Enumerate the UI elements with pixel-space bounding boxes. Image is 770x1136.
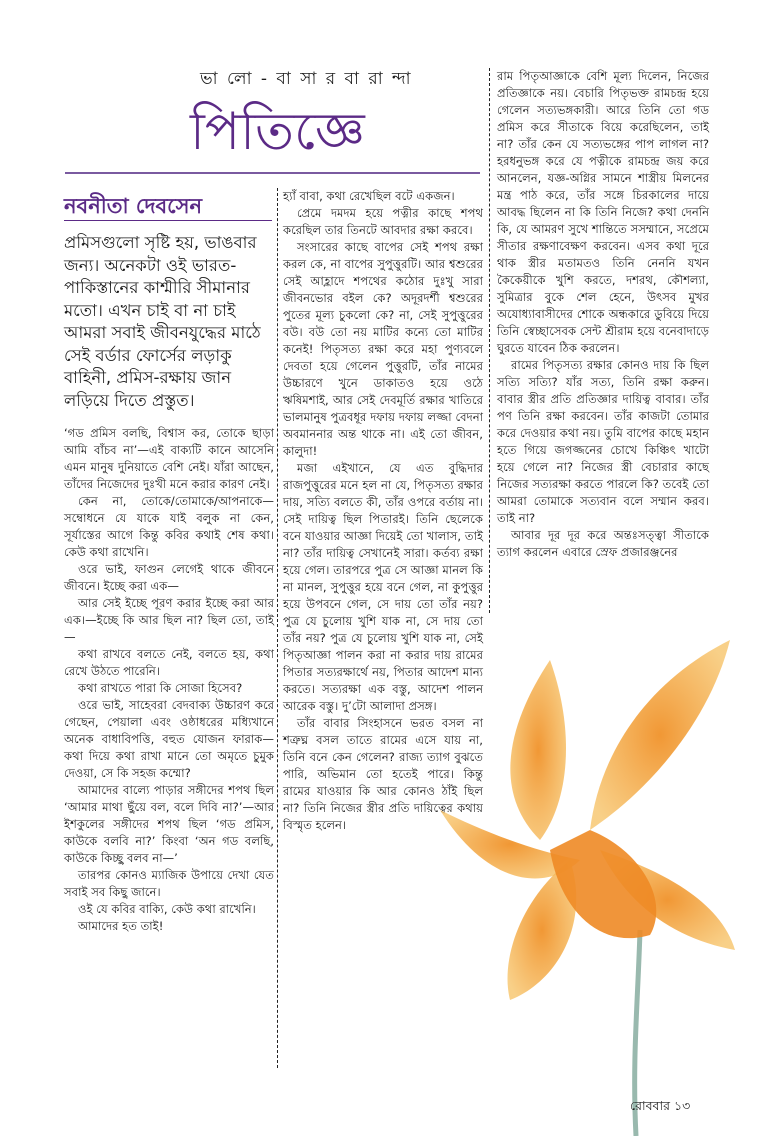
flower-petal: [510, 660, 566, 840]
body-column-1: [64, 425, 274, 935]
section-title: ভা লো - বা সা র বা রা ন্দা: [200, 69, 413, 89]
body-column-3: [497, 68, 709, 561]
author-divider: [64, 220, 272, 221]
column-divider: [489, 68, 490, 613]
lead-paragraph: প্রমিসগুলো সৃষ্টি হয়, ভাঙবার জন্য। অনেকটা ওই ভারত-পাকিস্তানের কাশ্মীরি সীমানার মতো। এখন চাই বা না চাই আমরা সবাই জীবনযুদ্ধের মাঠে সেই বর্ডার ফোর্সের লড়াকু বাহিনী, প্রমিস-রক্ষায় জান লড়িয়ে দিতে প্রস্তুত।: [64, 233, 261, 410]
paragraph: আর সেই ইচ্ছে পূরণ করার ইচ্ছে করা আর এক।—ইচ্ছে কি আর ছিল না? ছিল তো, তাই—: [64, 596, 274, 644]
paragraph: হ্যাঁ বাবা, কথা রেখেছিল বটে একজন।: [283, 189, 455, 203]
paragraph: মজা এইখানে, যে এত বুদ্ধিদার রাজপুত্তুরের মনে হল না যে, পিতৃসত্য রক্ষার দায়, সত্যি বলতে কী, তাঁর ওপরে বর্তায় না। সেই দায়িত্ব ছিল পিতারই। তিনি ছেলেকে বনে যাওয়ার আজ্ঞা দিয়েই তো খালাস, তাই না? তাঁর দায়িত্ব সেখানেই সারা। কর্তব্য রক্ষা হয়ে গেল। তারপরে পুত্র সে আজ্ঞা মানল কি না মানল, সুপুত্তুর হয়ে বনে গেল, না কুপুত্তুর হয়ে উপবনে গেল, সে দায় তো তাঁর নয়? পুত্র যে চুলোয় খুশি যাক না, সে দায় তো তাঁর নয়? পুত্র যে চুলোয় খুশি যাক না, সেই পিতৃআজ্ঞা পালন করা না করার দায় রামের পিতার সত্যরক্ষার্থে নয়, পিতার আদেশ মান্য করতে। সত্যরক্ষা এক বস্তু, আদেশ পালন আরেক বস্তু। দু’টো আলাদা প্রসঙ্গ।: [283, 461, 483, 713]
flower-petal: [590, 640, 730, 830]
page-footer: রোববার ১৩: [630, 1098, 691, 1113]
paragraph: রাম পিতৃআজ্ঞাকে বেশি মূল্য দিলেন, নিজের প্রতিজ্ঞাকে নয়। বেচারি পিতৃভক্ত রামচন্দ্র হয়ে গেলেন সত্যভঙ্গকারী। আরে তিনি তো গড প্রমিস করে সীতাকে বিয়ে করেছিলেন, তাই না? তাঁর কেন যে সত্যভঙ্গের পাপ লাগল না? হরধনুভঙ্গ করে যে পত্নীকে রামচন্দ্র জয় করে আনলেন, যজ্ঞ-অগ্নির সামনে শাস্ত্রীয় মিলনের মন্ত্র পাঠ করে, তাঁর সঙ্গে চিরকালের দায়ে আবদ্ধ ছিলেন না কি তিনি নিজে? কথা দেননি কি, যে আমরণ সুখে শান্তিতে সসম্মানে, সপ্রেমে সীতার রক্ষণাবেক্ষণ করবেন। এসব কথা দূরে থাক স্ত্রীর মতামতও তিনি নেননি যখন কৈকেয়ীকে খুশি করতে, দশরথ, কৌশল্যা, সুমিত্রার বুকে শেল হেনে, উৎসব মুখর অযোধ্যাবাসীদের শোকে অন্ধকারে ডুবিয়ে দিয়ে তিনি স্বেচ্ছাসেবক সেন্ট শ্রীরাম হয়ে বনেবাদাড়ে ঘুরতে যাবেন ঠিক করলেন।: [497, 69, 709, 355]
title-divider: [65, 172, 480, 174]
paragraph: রামের পিতৃসত্য রক্ষার কোনও দায় কি ছিল সত্যি সত্যি? যাঁর সত্য, তিনি রক্ষা করুন। বাবার স্ত্রীর প্রতি প্রতিজ্ঞার দায়িত্ব বাবার। তাঁর পণ তিনি রক্ষা করবেন। তাঁর কাজটা তোমার করে দেওয়ার কথা নয়। তুমি বাপের কাছে মহান হতে গিয়ে জগজ্জনের চোখে কিঞ্চিৎ খাটো হয়ে গেলে না? নিজের স্ত্রী বেচারার কাছে নিজের সত্যরক্ষা করতে পারলে কি? তবেই তো আমরা তোমাকে সত্যবান বলে সম্মান করব। তাই না?: [497, 358, 709, 525]
author-name: নবনীতা দেবসেন: [64, 194, 203, 218]
paragraph: কথা রাখবে বলতে নেই, বলতে হয়, কথা রেখে উঠতে পারেনি।: [64, 647, 274, 678]
paragraph: ওই যে কবির বাক্যি, কেউ কথা রাখেনি।: [78, 902, 256, 916]
paragraph: তাঁর বাবার সিংহাসনে ভরত বসল না শত্রুঘ্ন বসল তাতে রামের এসে যায় না, তিনি বনে কেন গেলেন? রাজ্য ত্যাগ বুঝতে পারি, অভিমান তো হতেই পারে। কিন্তু রামের যাওয়ার কি আর কোনও ঠাঁই ছিল না? তিনি নিজের স্ত্রীর প্রতি দায়িত্বের কথায় বিস্মৃত হলেন।: [283, 716, 483, 832]
paragraph: ওরে ভাই, ফাগুন লেগেই থাকে জীবনে জীবনে। ইচ্ছে করা এক—: [64, 562, 274, 593]
paragraph: আমাদের বাল্যে পাড়ার সঙ্গীদের শপথ ছিল ‘আমার মাথা ছুঁয়ে বল, বলে দিবি না?’—আর ইশকুলের সঙ্গীদের শপথ ছিল ‘গড প্রমিস, কাউকে বলবি না?’ কিংবা ‘অন গড বলছি, কাউকে কিচ্ছু বলব না—’: [64, 783, 274, 865]
paragraph: আমাদের হত তাই!: [78, 919, 164, 933]
paragraph: ওরে ভাই, সাহেবরা বেদবাক্য উচ্চারণ করে গেছেন, পেয়ালা এবং ওষ্ঠাধরের মধ্যিখানে অনেক বাধাবিপত্তি, বহুত যোজন ফারাক—কথা দিয়ে কথা রাখা মানে তো অমৃতে চুমুক দেওয়া, সে কি সহজ কম্মো?: [64, 698, 274, 780]
column-divider: [277, 188, 278, 1068]
paragraph: কেন না, তোকে/তোমাকে/আপনাকে—সম্বোধনে যে যাকে যাই বলুক না কেন, সূর্যাস্তের আগে কিন্তু কবির কথাই শেষ কথা। কেউ কথা রাখেনি।: [64, 494, 274, 559]
paragraph: সংসারের কাছে বাপের সেই শপথ রক্ষা করল কে, না বাপের সুপুত্তুরটি। আর শ্বশুরের সেই আহ্লাদে শপথের কঠোর দুঃখু সারা জীবনভোর বইল কে? অদূরদর্শী শ্বশুরের পুতের মূল্য চুকলো কে? না, সেই সুপুত্তুরের বউ। বউ তো নয় মাটির কন্যে তো মাটির কনেই! পিতৃসত্য রক্ষা করে মহা পুণ্যবলে দেবতা হয়ে গেলেন পুত্তুরটি, তাঁর নামের উচ্চারণে খুনে ডাকাতও হয়ে ওঠে ঋষিমশাই, আর সেই দেবমূর্তি রক্ষার খাতিরে ভালমানুষ পুত্রবধূর দফায় দফায় লজ্জা বেদনা অবমাননার অন্ত থাকে না। এই তো জীবন, কালুদা!: [283, 240, 483, 458]
article-title: পিতিজ্ঞে: [190, 102, 365, 162]
paragraph: আবার দূর দূর করে অন্তঃসত্ত্বা সীতাকে ত্যাগ করলেন এবারে স্রেফ প্রজারঞ্জনের: [497, 528, 709, 559]
paragraph: কথা রাখতে পারা কি সোজা হিসেব?: [78, 681, 243, 695]
paragraph: তারপর কোনও ম্যাজিক উপায়ে দেখা যেত সবাই সব কিছু জানে।: [64, 868, 274, 899]
watercolor-flower-illustration: [400, 600, 770, 1136]
paragraph: প্রেমে দমদম হয়ে পত্নীর কাছে শপথ করেছিল তার তিনটে আবদার রক্ষা করবে।: [283, 206, 483, 237]
paragraph: ‘গড প্রমিস বলছি, বিশ্বাস কর, তোকে ছাড়া আমি বাঁচব না’—এই বাক্যটি কানে আসেনি এমন মানুষ দুনিয়াতে বেশি নেই। যাঁরা আছেন, তাঁদের নিজেদের দুঃখী মনে করার কারণ নেই।: [64, 426, 274, 491]
